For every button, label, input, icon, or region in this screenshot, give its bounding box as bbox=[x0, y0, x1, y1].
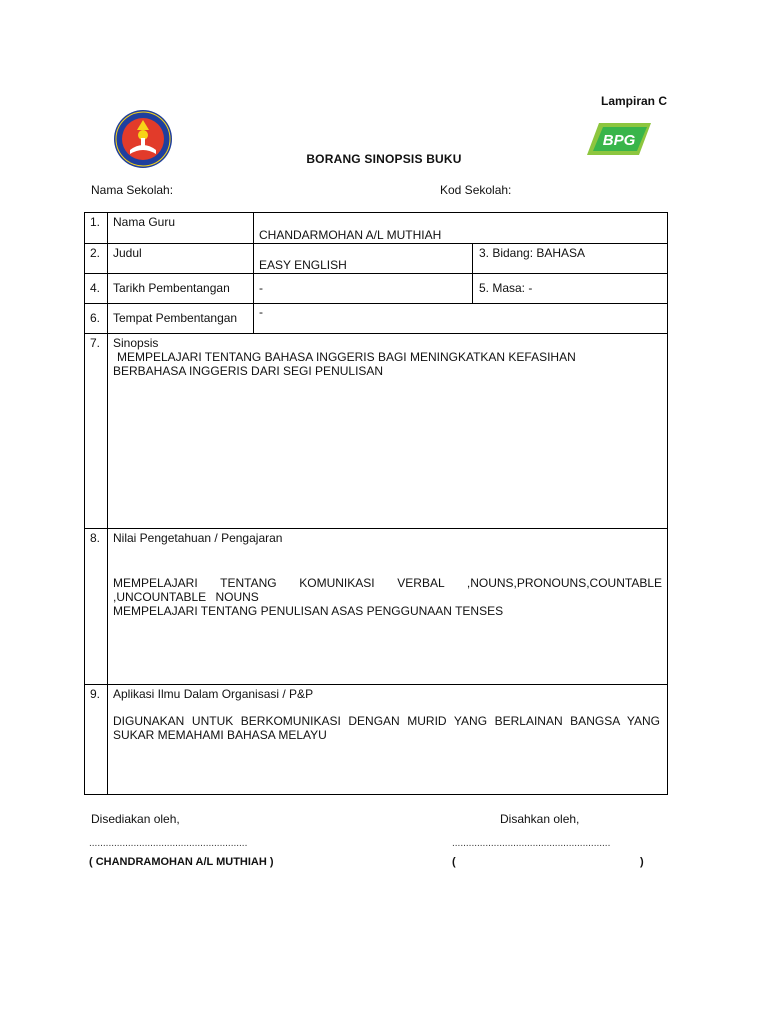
row-number: 1. bbox=[85, 213, 108, 244]
date-value: - bbox=[254, 274, 473, 304]
nilai-cell bbox=[108, 529, 668, 685]
field-label: Sinopsis bbox=[113, 336, 159, 350]
row-number: 7. bbox=[85, 334, 108, 529]
field-label: Aplikasi Ilmu Dalam Organisasi / P&P bbox=[113, 687, 314, 701]
row-number: 8. bbox=[85, 529, 108, 685]
school-code-label: Kod Sekolah: bbox=[440, 183, 512, 197]
field-label: Judul bbox=[108, 244, 254, 274]
sinopsis-text-line2: BERBAHASA INGGERIS DARI SEGI PENULISAN bbox=[113, 364, 384, 378]
aplikasi-cell bbox=[108, 685, 668, 795]
venue-value: - bbox=[254, 304, 668, 334]
approved-by-open-paren: ( bbox=[452, 856, 456, 868]
field-label: Nama Guru bbox=[108, 213, 254, 244]
row-aplikasi bbox=[85, 685, 668, 795]
approved-by-label: Disahkan oleh, bbox=[500, 812, 580, 826]
approved-by-close-paren: ) bbox=[640, 856, 644, 868]
row-tarikh bbox=[85, 274, 668, 304]
row-sinopsis bbox=[85, 334, 668, 529]
row-number: 6. bbox=[85, 304, 108, 334]
nilai-text-line1: MEMPELAJARI TENTANG KOMUNIKASI VERBAL ,NOUNS,PRONOUNS,COUNTABLE ,UNCOUNTABLE NOUNS bbox=[113, 576, 662, 604]
nilai-text-line2: MEMPELAJARI TENTANG PENULISAN ASAS PENGGUNAAN TENSES bbox=[113, 604, 504, 618]
aplikasi-text: DIGUNAKAN UNTUK BERKOMUNIKASI DENGAN MURID YANG BERLAINAN BANGSA YANG SUKAR MEMAHAMI BAHASA MELAYU bbox=[113, 714, 660, 742]
row-nilai bbox=[85, 529, 668, 685]
row-number: 4. bbox=[85, 274, 108, 304]
sinopsis-text-line1: MEMPELAJARI TENTANG BAHASA INGGERIS BAGI MENINGKATKAN KEFASIHAN bbox=[117, 350, 576, 364]
bidang-field: 3. Bidang: BAHASA bbox=[473, 244, 668, 274]
sinopsis-cell bbox=[108, 334, 668, 529]
row-judul bbox=[85, 244, 668, 274]
row-number: 2. bbox=[85, 244, 108, 274]
lampiran-label: Lampiran C bbox=[601, 94, 668, 108]
prepared-signature-line: ......................................................... bbox=[89, 838, 248, 849]
field-label: Nilai Pengetahuan / Pengajaran bbox=[113, 531, 283, 545]
synopsis-form-table bbox=[84, 212, 668, 795]
prepared-by-name: ( CHANDRAMOHAN A/L MUTHIAH ) bbox=[89, 856, 274, 868]
approved-signature-line: ......................................................... bbox=[452, 838, 611, 849]
bpg-logo-text: BPG bbox=[602, 132, 636, 149]
prepared-by-label: Disediakan oleh, bbox=[91, 812, 180, 826]
teacher-name-value: CHANDARMOHAN A/L MUTHIAH bbox=[254, 213, 668, 244]
row-nama-guru bbox=[85, 213, 668, 244]
field-label: Tempat Pembentangan bbox=[108, 304, 254, 334]
title-value: EASY ENGLISH bbox=[254, 244, 473, 274]
row-number: 9. bbox=[85, 685, 108, 795]
form-title: BORANG SINOPSIS BUKU bbox=[306, 152, 462, 166]
row-tempat bbox=[85, 304, 668, 334]
school-name-label: Nama Sekolah: bbox=[91, 183, 174, 197]
masa-field: 5. Masa: - bbox=[473, 274, 668, 304]
field-label: Tarikh Pembentangan bbox=[108, 274, 254, 304]
